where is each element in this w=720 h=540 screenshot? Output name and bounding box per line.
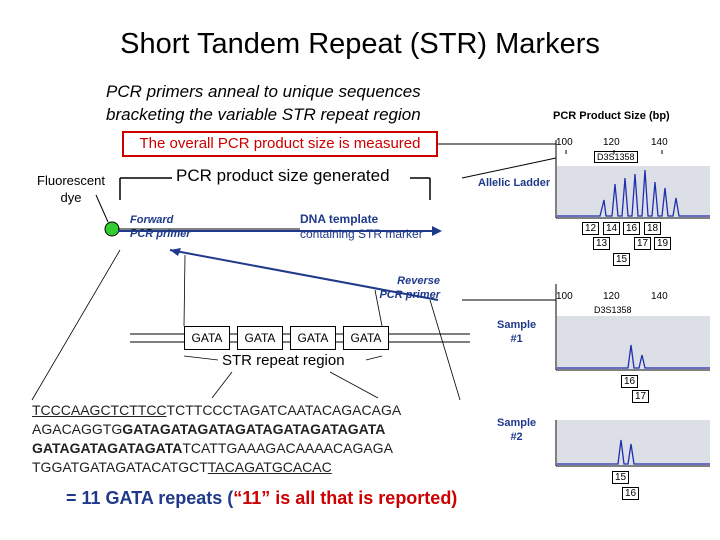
gata-repeat-box: GATA — [237, 326, 283, 350]
slide-title: Short Tandem Repeat (STR) Markers — [120, 28, 600, 60]
sequence-line-1 — [32, 401, 401, 420]
fluorescent-dye-label — [30, 172, 112, 206]
subtitle-line-2: bracketing the variable STR repeat region — [106, 105, 421, 124]
dna-template-label — [300, 212, 423, 242]
ladder-allele: 18 — [644, 222, 661, 235]
product-generated-label: PCR product size generated — [176, 166, 390, 185]
seq-flank: TCTTCCCTAGATCAATACAGACAGA — [166, 402, 402, 418]
tick-label: 120 — [603, 137, 620, 148]
ladder-allele: 13 — [593, 237, 610, 250]
conclusion-part-2: “11” is all that is reported) — [233, 488, 458, 508]
ladder-allele: 14 — [603, 222, 620, 235]
conclusion-text — [66, 488, 457, 509]
tick-label: 140 — [651, 137, 668, 148]
forward-primer-line-1: Forward — [130, 214, 174, 226]
forward-primer-line-2: PCR primer — [130, 228, 191, 240]
seq-flank-primer: TACAGATGCACAC — [207, 459, 332, 475]
sample1-allele: 17 — [632, 390, 649, 403]
seq-flank: AGACAGGTG — [32, 421, 123, 437]
sample2-line-2: #2 — [510, 431, 523, 443]
tick-label: 120 — [603, 291, 620, 302]
tick-label: 100 — [556, 137, 573, 148]
sample2-allele: 15 — [612, 471, 629, 484]
sequence-line-4 — [32, 458, 401, 477]
dye-circle — [105, 222, 119, 236]
sample2-allele: 16 — [622, 487, 639, 500]
seq-repeat: GATAGATAGATAGATA — [32, 440, 183, 456]
allelic-ladder-label: Allelic Ladder — [478, 177, 551, 189]
forward-primer-label — [130, 213, 191, 241]
ladder-allele: 15 — [613, 253, 630, 266]
sample2-label — [497, 416, 536, 444]
ladder-allele: 19 — [654, 237, 671, 250]
locus-label: D3S1358 — [594, 305, 632, 315]
gata-repeat-box: GATA — [184, 326, 230, 350]
locus-label: D3S1358 — [594, 151, 638, 163]
reverse-primer-line-2: PCR primer — [379, 289, 440, 301]
sample1-line-2: #1 — [510, 333, 523, 345]
seq-flank: TGGATGATAGATACATGCT — [32, 459, 208, 475]
ladder-allele: 12 — [582, 222, 599, 235]
sequence-line-3 — [32, 439, 401, 458]
product-size-header: PCR Product Size (bp) — [553, 110, 670, 122]
measured-note-box: The overall PCR product size is measured — [122, 131, 438, 157]
template-line-1: DNA template — [300, 212, 379, 226]
sample1-allele: 16 — [621, 375, 638, 388]
reverse-primer-line-1: Reverse — [397, 275, 440, 287]
conclusion-part-1: = 11 GATA repeats ( — [66, 488, 234, 508]
gata-repeat-box: GATA — [343, 326, 389, 350]
sample1-label — [497, 318, 536, 346]
str-region-label: STR repeat region — [222, 352, 345, 369]
template-line-2: containing STR marker — [300, 227, 423, 241]
seq-repeat: GATAGATAGATAGATAGATAGATAGATA — [122, 421, 386, 437]
sample1-line-1: Sample — [497, 319, 537, 331]
ladder-allele: 16 — [623, 222, 640, 235]
subtitle-line-1: PCR primers anneal to unique sequences — [106, 82, 421, 101]
fluorescent-line-1: Fluorescent — [37, 173, 105, 188]
ladder-allele: 17 — [634, 237, 651, 250]
sample2-line-1: Sample — [497, 417, 537, 429]
tick-label: 100 — [556, 291, 573, 302]
seq-flank: TCATTGAAAGACAAAACAGAGA — [182, 440, 393, 456]
tick-label: 140 — [651, 291, 668, 302]
electropherogram — [540, 140, 720, 540]
gata-repeat-box: GATA — [290, 326, 336, 350]
sequence-line-2 — [32, 420, 401, 439]
fluorescent-line-2: dye — [60, 190, 82, 205]
dna-sequence — [32, 401, 401, 477]
seq-flank-primer: TCCCAAGCTCTTCC — [32, 402, 167, 418]
reverse-primer-label — [372, 274, 440, 302]
